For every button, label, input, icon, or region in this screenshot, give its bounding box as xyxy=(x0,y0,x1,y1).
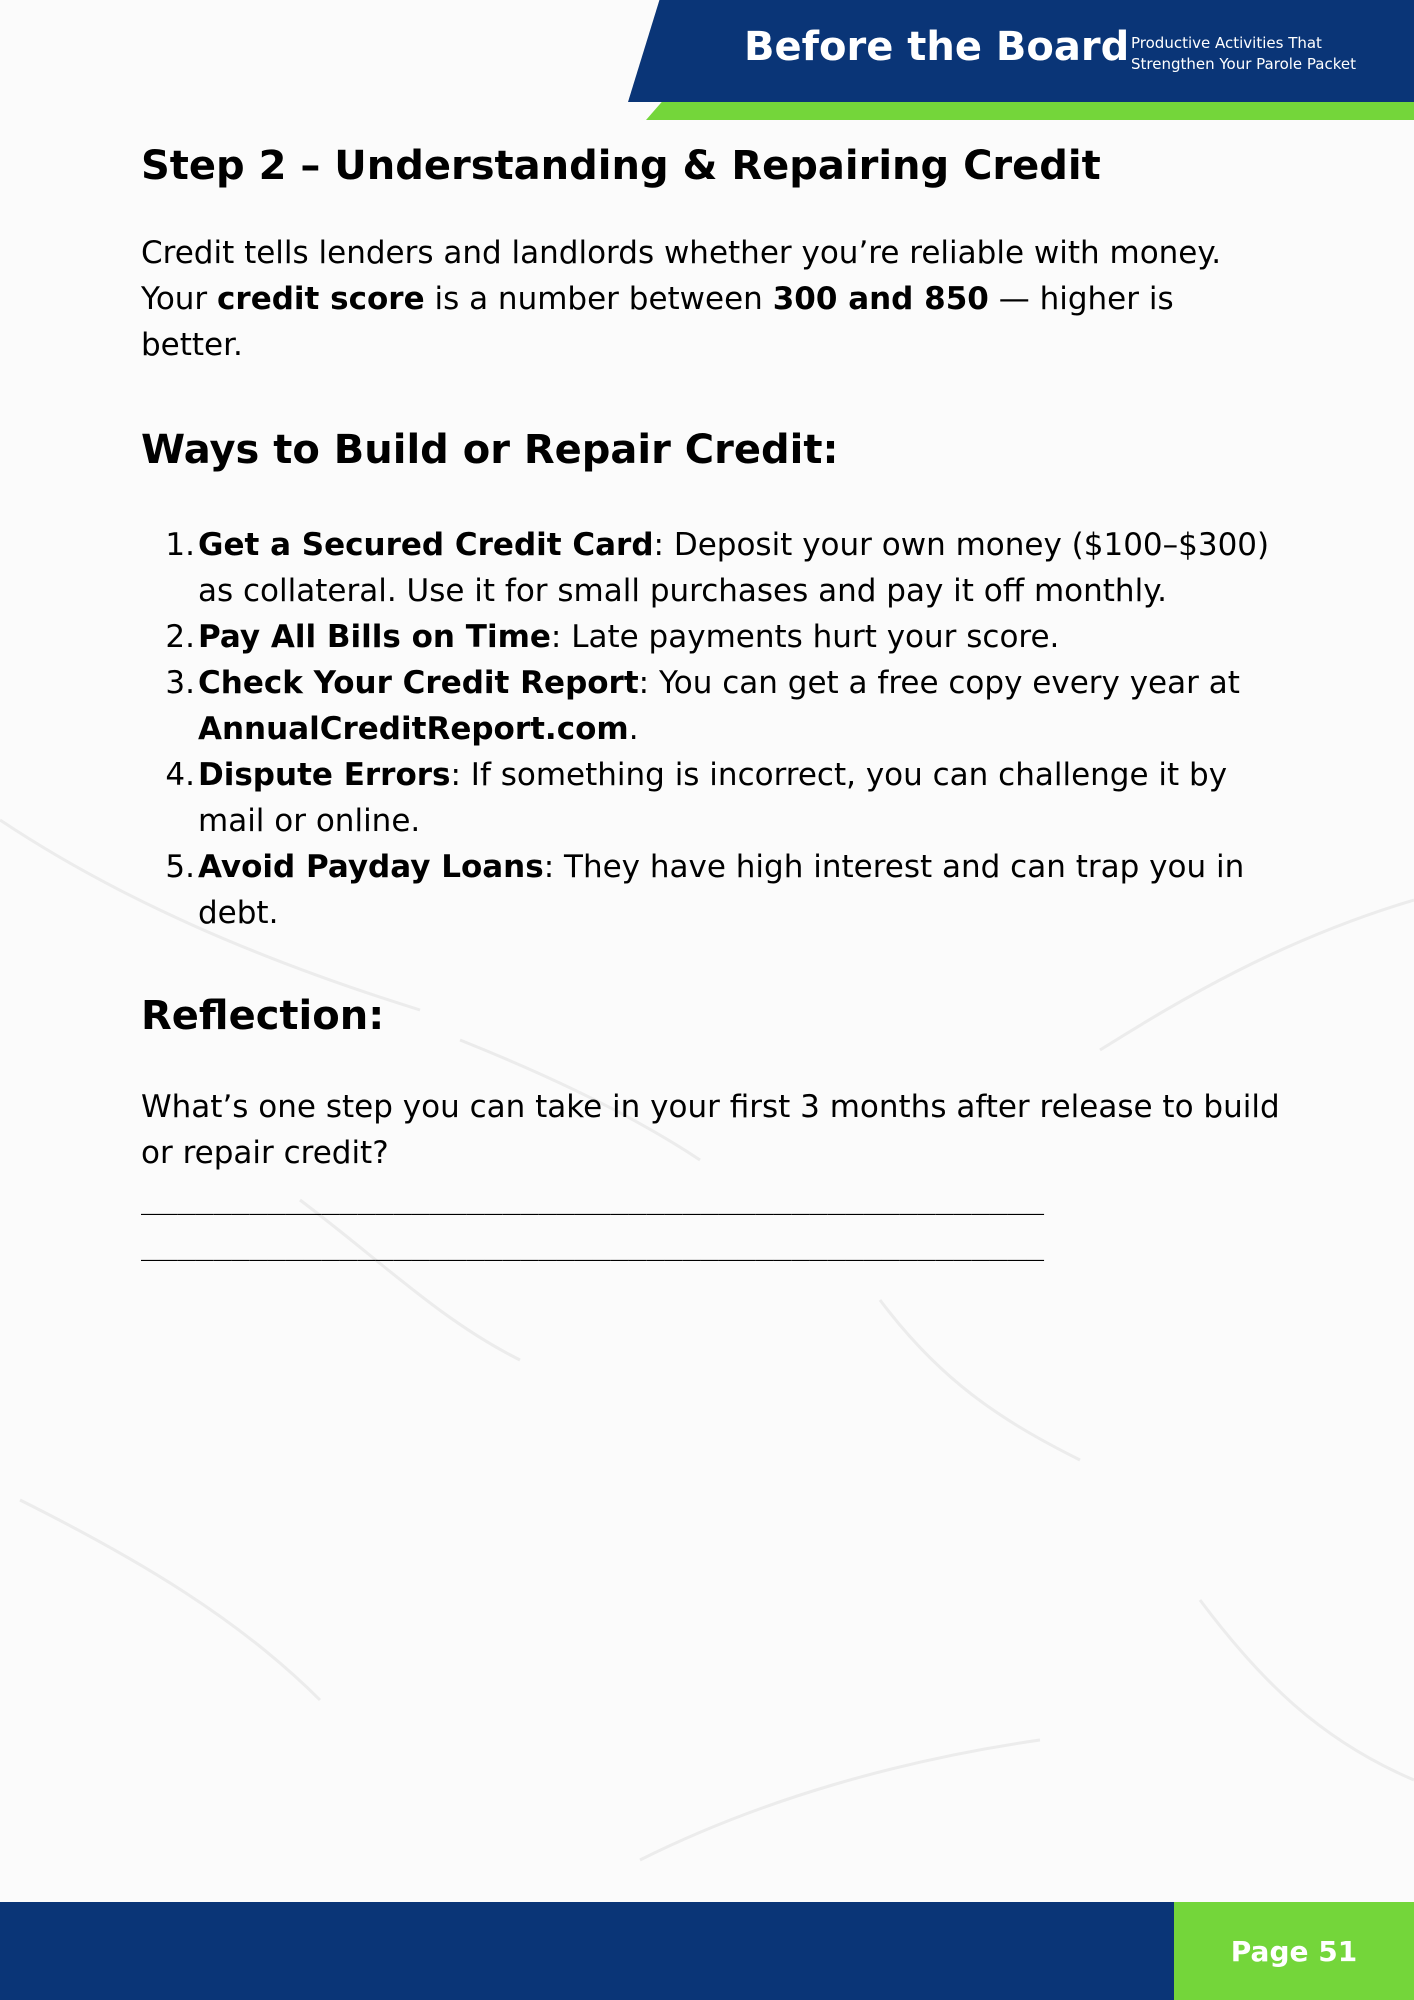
list-item-text: : You can get a free copy every year at xyxy=(638,665,1240,701)
intro-mid: is a number between xyxy=(424,281,773,317)
list-item xyxy=(141,522,1281,614)
list-item-number: 1. xyxy=(165,527,195,563)
list-item-text: : Deposit your own money ($100–$300) as collateral. Use it for small purchases and pay it off monthly. xyxy=(198,527,1270,609)
header-subtitle xyxy=(1131,33,1356,75)
ways-heading: Ways to Build or Repair Credit: xyxy=(141,427,839,473)
score-range: 300 and 850 xyxy=(772,281,989,317)
header-subtitle-line1: Productive Activities That xyxy=(1131,34,1322,52)
list-item-title: Dispute Errors xyxy=(198,757,451,793)
header-subtitle-line2: Strengthen Your Parole Packet xyxy=(1131,55,1356,73)
list-item-number: 2. xyxy=(165,619,195,655)
intro-line-1: Credit tells lenders and landlords whether you’re reliable with money. xyxy=(141,235,1222,271)
page-number: Page 51 xyxy=(1174,1902,1414,2000)
intro-suffix: — higher is better. xyxy=(141,281,1174,363)
list-item-title: Avoid Payday Loans xyxy=(198,849,544,885)
credit-score-term: credit score xyxy=(217,281,425,317)
answer-line-2[interactable]: __________________________________________________ xyxy=(141,1227,1045,1262)
intro-line-2 xyxy=(141,276,1281,368)
list-item xyxy=(141,660,1281,752)
intro-text xyxy=(141,230,1281,368)
list-item-text: : Late payments hurt your score. xyxy=(550,619,1060,655)
list-item-title: Check Your Credit Report xyxy=(198,665,639,701)
list-item-number: 5. xyxy=(165,849,195,885)
answer-line-1[interactable]: __________________________________________________ xyxy=(141,1181,1045,1216)
intro-prefix: Your xyxy=(141,281,218,317)
list-item xyxy=(141,614,1281,660)
list-item xyxy=(141,844,1281,936)
list-item-title: Get a Secured Credit Card xyxy=(198,527,654,563)
list-item-number: 4. xyxy=(165,757,195,793)
header-title: Before the Board xyxy=(744,24,1130,70)
section-title: Step 2 – Understanding & Repairing Credit xyxy=(141,143,1101,189)
reflection-question: What’s one step you can take in your first 3 months after release to build or repair credit? xyxy=(141,1089,1280,1171)
steps-list xyxy=(141,522,1281,936)
list-item-number: 3. xyxy=(165,665,195,701)
reflection-heading: Reflection: xyxy=(141,993,385,1039)
list-item xyxy=(141,752,1281,844)
page-content xyxy=(141,138,1281,1268)
list-item-title: Pay All Bills on Time xyxy=(198,619,551,655)
list-item-text-end: . xyxy=(628,711,639,747)
list-item-text: : They have high interest and can trap you in debt. xyxy=(198,849,1245,931)
credit-report-link[interactable]: AnnualCreditReport.com xyxy=(198,711,629,747)
list-item-text: : If something is incorrect, you can challenge it by mail or online. xyxy=(198,757,1228,839)
